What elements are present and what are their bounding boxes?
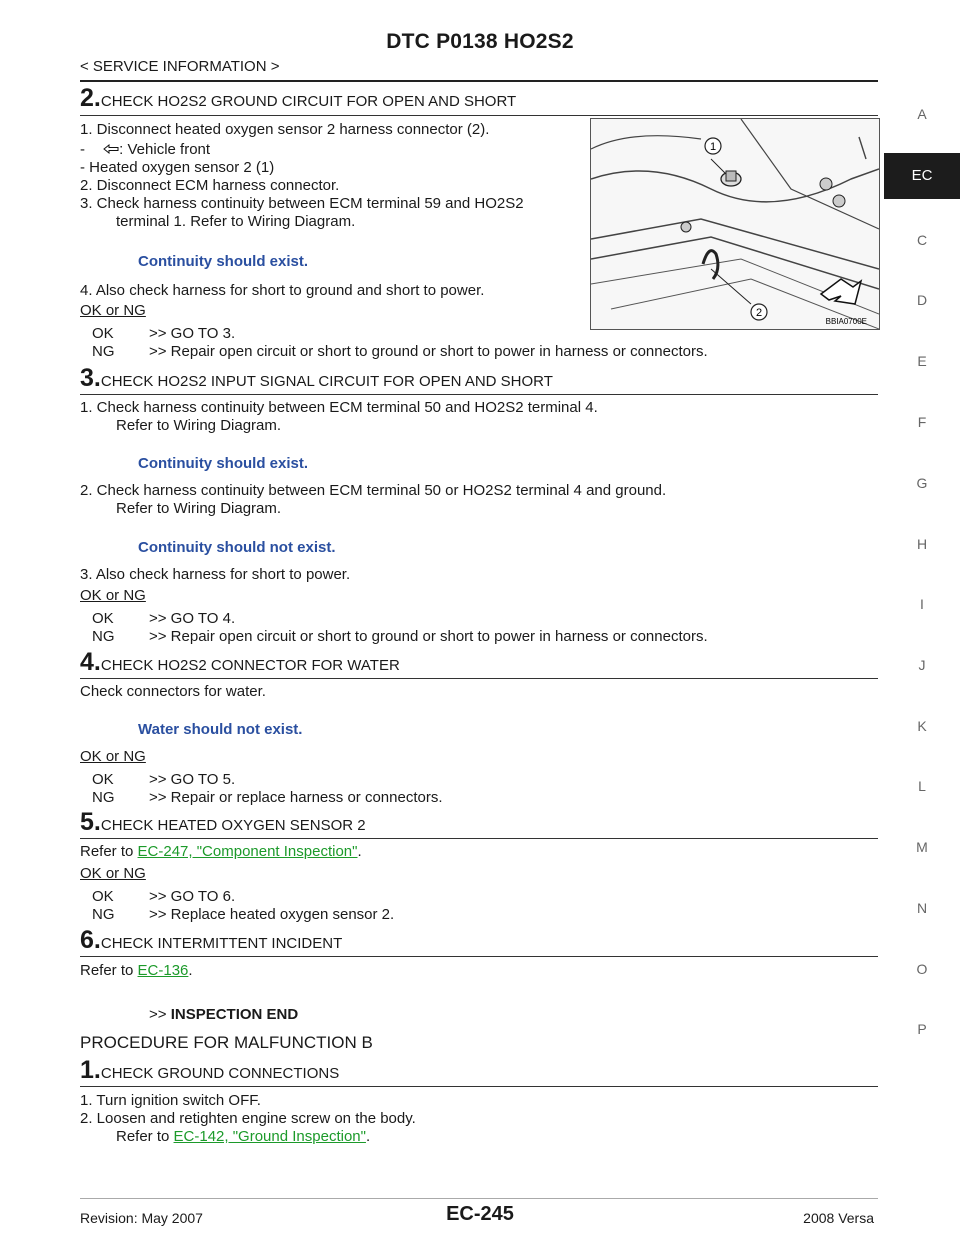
step-2-line-2: [80, 141, 210, 159]
step-4-ok-text: >> GO TO 5.: [149, 771, 236, 788]
step-2-line-7: 4. Also check harness for short to ground and short to power.: [80, 282, 485, 299]
step-3-line-1b: Refer to Wiring Diagram.: [116, 417, 282, 434]
index-item-o[interactable]: O: [916, 961, 928, 977]
procedure-b-heading: PROCEDURE FOR MALFUNCTION B: [80, 1033, 373, 1052]
model-year: 2008 Versa: [803, 1210, 874, 1226]
index-item-i[interactable]: I: [920, 596, 924, 612]
step-5-heading: [80, 808, 366, 837]
step-3-line-3: 3. Also check harness for short to power.: [80, 566, 351, 583]
step-2-line-4: 2. Disconnect ECM harness connector.: [80, 177, 340, 194]
index-item-h[interactable]: H: [916, 536, 928, 552]
step-2-ok-label: OK: [92, 325, 114, 342]
dash: -: [80, 141, 85, 158]
index-item-f[interactable]: F: [917, 414, 927, 430]
step-2-number: 2.: [80, 84, 101, 112]
index-item-k[interactable]: K: [917, 718, 927, 734]
step-3-ok-label: OK: [92, 610, 114, 627]
revision-date: Revision: May 2007: [80, 1210, 203, 1226]
step-3-ng-label: NG: [92, 628, 115, 645]
inspection-end: >> INSPECTION END: [149, 1006, 299, 1023]
page-number: EC-245: [446, 1203, 514, 1225]
step-3-ok-or-ng: OK or NG: [80, 587, 146, 604]
step-2-line-5: 3. Check harness continuity between ECM terminal 59 and HO2S2: [80, 195, 524, 212]
step-6-number: 6.: [80, 926, 101, 954]
step-5-number: 5.: [80, 808, 101, 836]
step-3-note-2: Continuity should not exist.: [138, 539, 336, 556]
procedure-b-step-1-heading: [80, 1056, 339, 1085]
step-6-title: CHECK INTERMITTENT INCIDENT: [100, 935, 343, 952]
step-4-divider: [80, 678, 878, 679]
step-3-line-1: 1. Check harness continuity between ECM terminal 50 and HO2S2 terminal 4.: [80, 399, 598, 416]
step-6-heading: [80, 926, 342, 955]
callout-2-label: 2: [755, 307, 763, 319]
procedure-b-line-1: 1. Turn ignition switch OFF.: [80, 1092, 261, 1109]
component-inspection-link[interactable]: EC-247, "Component Inspection": [137, 843, 358, 860]
underbody-illustration: [591, 119, 879, 329]
step-2-ok-or-ng: OK or NG: [80, 302, 146, 319]
procedure-b-step-1-title: CHECK GROUND CONNECTIONS: [100, 1065, 340, 1082]
step-3-note-1: Continuity should exist.: [138, 455, 309, 472]
step-5-ng-label: NG: [92, 906, 115, 923]
step-3-title: CHECK HO2S2 INPUT SIGNAL CIRCUIT FOR OPEN AND SHORT: [100, 373, 553, 390]
step-3-heading: [80, 364, 553, 393]
index-item-c[interactable]: C: [916, 232, 928, 248]
vehicle-front-icon: [103, 141, 119, 159]
step-2-heading: [80, 84, 516, 113]
step-4-ng-label: NG: [92, 789, 115, 806]
step-3-ok-text: >> GO TO 4.: [149, 610, 236, 627]
section-breadcrumb: < SERVICE INFORMATION >: [80, 58, 280, 75]
step-3-ng-text: >> Repair open circuit or short to ground or short to power in harness or connectors.: [149, 628, 708, 645]
step-5-ok-text: >> GO TO 6.: [149, 888, 236, 905]
step-4-number: 4.: [80, 648, 101, 676]
index-item-ec-active[interactable]: EC: [884, 153, 960, 199]
procedure-b-line-3: Refer to EC-142, "Ground Inspection".: [116, 1128, 371, 1145]
index-item-d[interactable]: D: [916, 292, 928, 308]
sensor-location-figure: [590, 118, 880, 330]
step-5-refer: Refer to EC-247, "Component Inspection".: [80, 843, 362, 860]
step-5-ng-text: >> Replace heated oxygen sensor 2.: [149, 906, 395, 923]
step-2-title: CHECK HO2S2 GROUND CIRCUIT FOR OPEN AND SHORT: [100, 93, 517, 110]
index-item-n[interactable]: N: [916, 900, 928, 916]
index-item-p[interactable]: P: [917, 1021, 927, 1037]
step-5-ok-or-ng: OK or NG: [80, 865, 146, 882]
footer-divider: [80, 1198, 878, 1199]
step-4-note: Water should not exist.: [138, 721, 303, 738]
step-3-line-2: 2. Check harness continuity between ECM terminal 50 or HO2S2 terminal 4 and ground.: [80, 482, 667, 499]
step-5-title: CHECK HEATED OXYGEN SENSOR 2: [100, 817, 366, 834]
index-item-l[interactable]: L: [918, 778, 926, 794]
step-5-ok-label: OK: [92, 888, 114, 905]
step-2-line-6: terminal 1. Refer to Wiring Diagram.: [116, 213, 356, 230]
procedure-b-line-2: 2. Loosen and retighten engine screw on the body.: [80, 1110, 416, 1127]
step-4-ok-label: OK: [92, 771, 114, 788]
step-4-ok-or-ng: OK or NG: [80, 748, 146, 765]
index-item-a[interactable]: A: [917, 106, 927, 122]
figure-code: BBIA0700E: [825, 317, 867, 326]
step-6-divider: [80, 956, 878, 957]
index-item-g[interactable]: G: [916, 475, 928, 491]
step-3-line-2b: Refer to Wiring Diagram.: [116, 500, 282, 517]
callout-1-label: 1: [709, 141, 717, 153]
step-6-refer: Refer to EC-136.: [80, 962, 193, 979]
step-4-title: CHECK HO2S2 CONNECTOR FOR WATER: [100, 657, 400, 674]
step-2-ng-text: >> Repair open circuit or short to ground or short to power in harness or connectors.: [149, 343, 708, 360]
step-5-divider: [80, 838, 878, 839]
step-2-ng-label: NG: [92, 343, 115, 360]
step-4-ng-text: >> Repair or replace harness or connectors.: [149, 789, 443, 806]
procedure-b-step-1-number: 1.: [80, 1056, 101, 1084]
index-item-m[interactable]: M: [916, 839, 928, 855]
vehicle-front-text: : Vehicle front: [119, 141, 211, 158]
step-2-line-3: - Heated oxygen sensor 2 (1): [80, 159, 275, 176]
step-3-number: 3.: [80, 364, 101, 392]
ground-inspection-link[interactable]: EC-142, "Ground Inspection": [173, 1128, 366, 1145]
step-4-line-1: Check connectors for water.: [80, 683, 266, 700]
step-3-divider: [80, 394, 878, 395]
index-item-e[interactable]: E: [917, 353, 927, 369]
step-2-divider: [80, 115, 878, 116]
header-divider: [80, 80, 878, 82]
page-title: DTC P0138 HO2S2: [386, 30, 574, 53]
ec-136-link[interactable]: EC-136: [137, 962, 189, 979]
procedure-b-divider: [80, 1086, 878, 1087]
step-2-ok-text: >> GO TO 3.: [149, 325, 236, 342]
step-2-note: Continuity should exist.: [138, 253, 309, 270]
step-4-heading: [80, 648, 400, 677]
index-item-j[interactable]: J: [918, 657, 926, 673]
step-2-line-1: 1. Disconnect heated oxygen sensor 2 harness connector (2).: [80, 121, 490, 138]
